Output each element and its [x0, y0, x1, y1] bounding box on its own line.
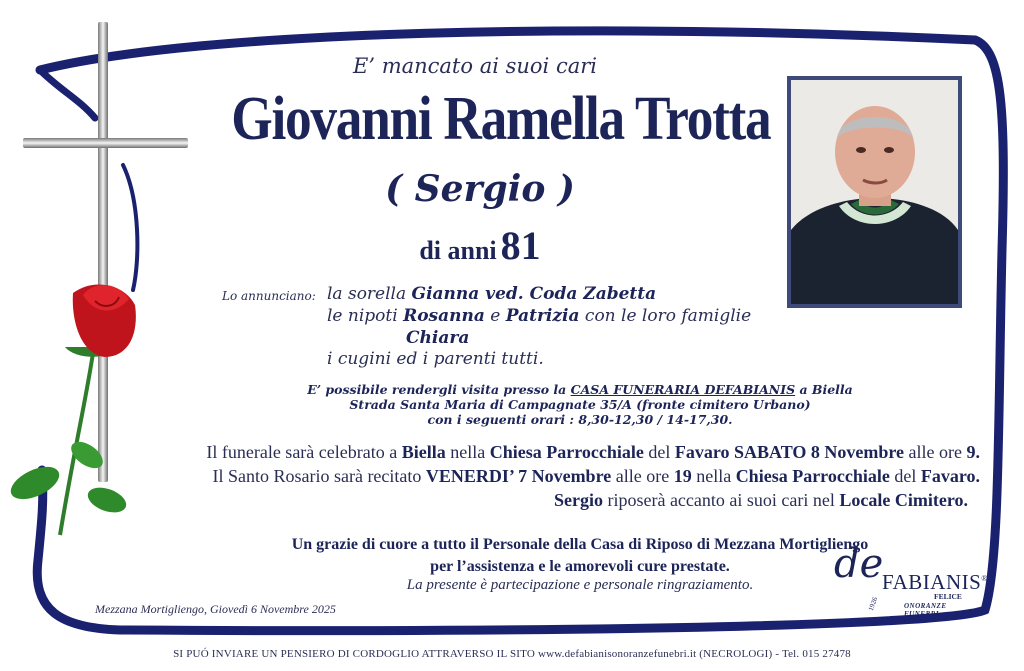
place-date: Mezzana Mortigliengo, Giovedì 6 Novembre 2025 [95, 602, 336, 616]
relation-text: con le loro famiglie [584, 306, 752, 326]
relation-text: la sorella [327, 284, 407, 304]
relative-name: Rosanna [403, 306, 485, 326]
announcement-line-3 [406, 328, 469, 348]
participation-note: La presente è partecipazione e personale ringraziamento. [406, 577, 754, 593]
relative-name: Gianna ved. Coda Zabetta [411, 284, 657, 304]
visit-hours: con i seguenti orari : 8,30-12,30 / 14-17,30. [427, 412, 733, 427]
thanks-line-2: per l’assistenza e le amorevoli cure prestate. [430, 558, 730, 575]
visit-info [200, 382, 960, 427]
age-label: di anni [419, 236, 497, 265]
thanks-line-1: Un grazie di cuore a tutto il Personale della Casa di Riposo di Mezzana Mortigliengo [291, 536, 869, 553]
age-value: 81 [500, 223, 541, 268]
announcement-line-2 [327, 306, 751, 326]
portrait-photo [787, 76, 962, 308]
registered-mark: ® [981, 574, 988, 583]
footer-note: SI PUÓ INVIARE UN PENSIERO DI CORDOGLIO ATTRAVERSO IL SITO www.defabianisonoranzefunebri.it (NECROLOGI) - Tel. 015 27478 [173, 648, 851, 660]
emph: 19 [673, 466, 692, 486]
funeral-line-2 [120, 464, 980, 488]
logo-text: de [834, 541, 884, 587]
text: alle ore [611, 466, 674, 486]
text: alle ore [904, 442, 967, 462]
text: Il funerale sarà celebrato a [206, 442, 402, 462]
defabianis-logo [830, 536, 988, 618]
logo-subtitle: ONORANZE FUNEBRI [904, 602, 947, 618]
intro-text: E’ mancato ai suoi cari [353, 54, 597, 78]
visit-text: E’ possibile rendergli visita presso la [307, 382, 567, 397]
deceased-nickname: ( Sergio ) [385, 168, 575, 210]
text: del [889, 466, 921, 486]
logo-year: 1926 [866, 596, 880, 612]
emph: 9. [966, 442, 980, 462]
relative-name: Chiara [406, 328, 470, 348]
thanks-text [250, 534, 910, 578]
deceased-name: Giovanni Ramella Trotta [231, 85, 771, 153]
visit-text: a Biella [799, 382, 853, 397]
connector-text: e [490, 306, 501, 326]
text: nella [445, 442, 490, 462]
text: riposerà accanto ai suoi cari nel [602, 490, 840, 510]
funeral-line-1 [120, 440, 980, 464]
visit-address: Strada Santa Maria di Campagnate 35/A (fronte cimitero Urbano) [349, 397, 811, 412]
text: del [643, 442, 675, 462]
emph: Sergio [553, 490, 603, 510]
announcement-label: Lo annunciano: [222, 289, 316, 303]
text: Il Santo Rosario sarà recitato [212, 466, 426, 486]
announcement-line-4: i cugini ed i parenti tutti. [327, 349, 544, 369]
relative-name: Patrizia [505, 306, 580, 326]
emph: Chiesa Parrocchiale [735, 466, 890, 486]
emph: Favaro SABATO 8 Novembre [674, 442, 905, 462]
emph: Locale Cimitero. [839, 490, 968, 510]
emph: Biella [401, 442, 446, 462]
logo-felice: FELICE [934, 592, 962, 601]
emph: VENERDI’ 7 Novembre [425, 466, 612, 486]
funeral-info [120, 440, 980, 512]
funeral-line-3 [120, 488, 980, 512]
emph: Favaro. [920, 466, 980, 486]
logo-text: FABIANIS [882, 570, 982, 594]
funeral-home-name: CASA FUNERARIA DEFABIANIS [570, 382, 796, 397]
emph: Chiesa Parrocchiale [489, 442, 644, 462]
announcement-line-1 [327, 284, 656, 304]
relation-text: le nipoti [327, 306, 398, 326]
deceased-age [380, 222, 580, 269]
text: nella [691, 466, 736, 486]
